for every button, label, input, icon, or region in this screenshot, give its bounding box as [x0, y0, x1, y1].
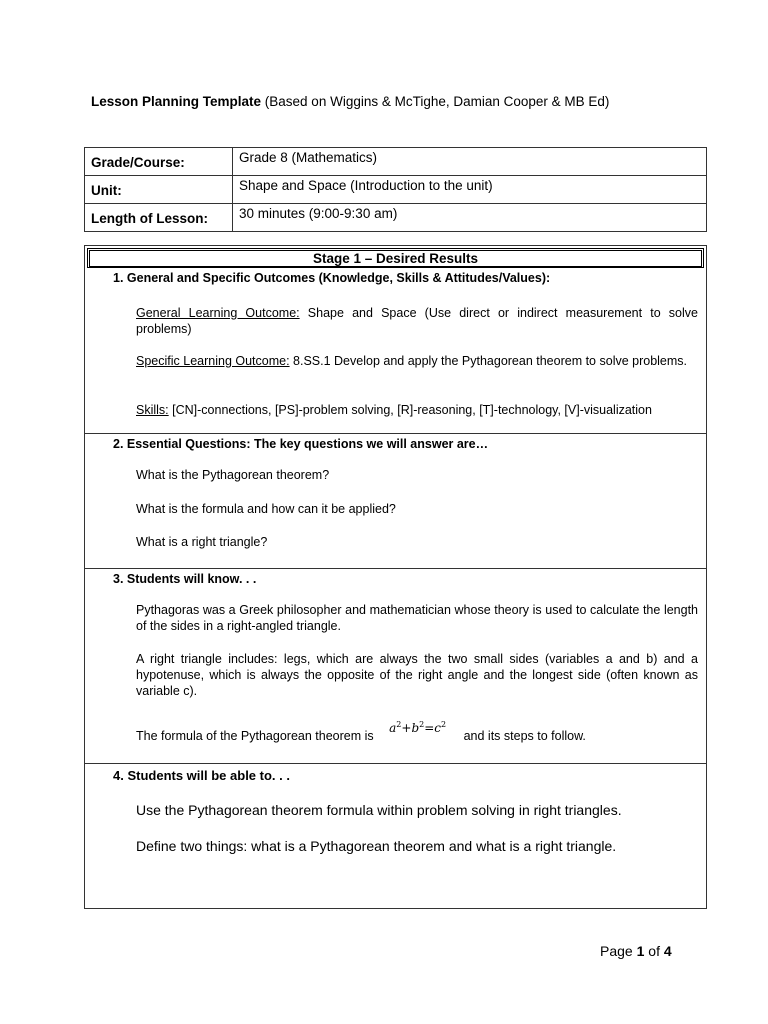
specific-outcome-label: Specific Learning Outcome:	[136, 354, 290, 368]
length-value: 30 minutes (9:00-9:30 am)	[233, 204, 707, 232]
specific-outcome-text: 8.SS.1 Develop and apply the Pythagorean theorem to solve problems.	[289, 354, 688, 368]
section-title: 1. General and Specific Outcomes (Knowledge, Skills & Attitudes/Values):	[113, 271, 551, 285]
length-label: Length of Lesson:	[85, 204, 233, 232]
title-bold: Lesson Planning Template	[91, 94, 262, 109]
section-outcomes	[85, 268, 706, 433]
formula-suffix: and its steps to follow.	[463, 729, 586, 743]
lesson-info-table	[84, 147, 707, 232]
list-item: Define two things: what is a Pythagorean theorem and what is a right triangle.	[136, 838, 617, 854]
skills-label: Skills:	[136, 403, 169, 417]
table-row	[85, 204, 707, 232]
specific-outcome	[136, 353, 698, 369]
list-item: What is a right triangle?	[136, 535, 268, 549]
section-title: 3. Students will know. . .	[113, 572, 257, 586]
list-item: What is the Pythagorean theorem?	[136, 468, 330, 482]
paragraph: Pythagoras was a Greek philosopher and mathematician whose theory is used to calculate the length of the sides in a right-angled triangle.	[136, 603, 698, 633]
section-essential-questions	[85, 433, 706, 569]
general-outcome-label: General Learning Outcome:	[136, 306, 300, 320]
stage-heading: Stage 1 – Desired Results	[87, 248, 704, 268]
paragraph: A right triangle includes: legs, which are always the two small sides (variables a and b) and a hypotenuse, which is always the opposite of the right angle and the longest side (often known as variable c).	[136, 652, 698, 698]
title-subtitle: (Based on Wiggins & McTighe, Damian Cooper & MB Ed)	[261, 94, 610, 109]
general-outcome-text: Shape and Space (Use direct or indirect measurement to solve problems)	[136, 306, 698, 336]
skills-text: [CN]-connections, [PS]-problem solving, [R]-reasoning, [T]-technology, [V]-visualization	[168, 403, 652, 417]
list-item: What is the formula and how can it be applied?	[136, 502, 396, 516]
grade-label: Grade/Course:	[85, 148, 233, 176]
unit-label: Unit:	[85, 176, 233, 204]
section-students-able	[85, 763, 706, 909]
table-row	[85, 176, 707, 204]
list-item: Use the Pythagorean theorem formula within problem solving in right triangles.	[136, 802, 622, 818]
general-outcome	[136, 305, 698, 337]
pythagorean-formula: $a^2+b^2=c^2$	[389, 720, 447, 735]
grade-value: Grade 8 (Mathematics)	[233, 148, 707, 176]
document-title	[91, 94, 609, 109]
section-title: 4. Students will be able to. . .	[113, 768, 290, 783]
table-row	[85, 148, 707, 176]
section-students-know	[85, 568, 706, 764]
formula-line	[136, 720, 698, 744]
stage-1-table	[84, 245, 707, 909]
section-title: 2. Essential Questions: The key questions we will answer are…	[113, 437, 489, 451]
skills	[136, 402, 698, 418]
formula-prefix: The formula of the Pythagorean theorem is	[136, 729, 374, 743]
page-number: Page 1 of 4	[600, 943, 672, 959]
unit-value: Shape and Space (Introduction to the unit)	[233, 176, 707, 204]
